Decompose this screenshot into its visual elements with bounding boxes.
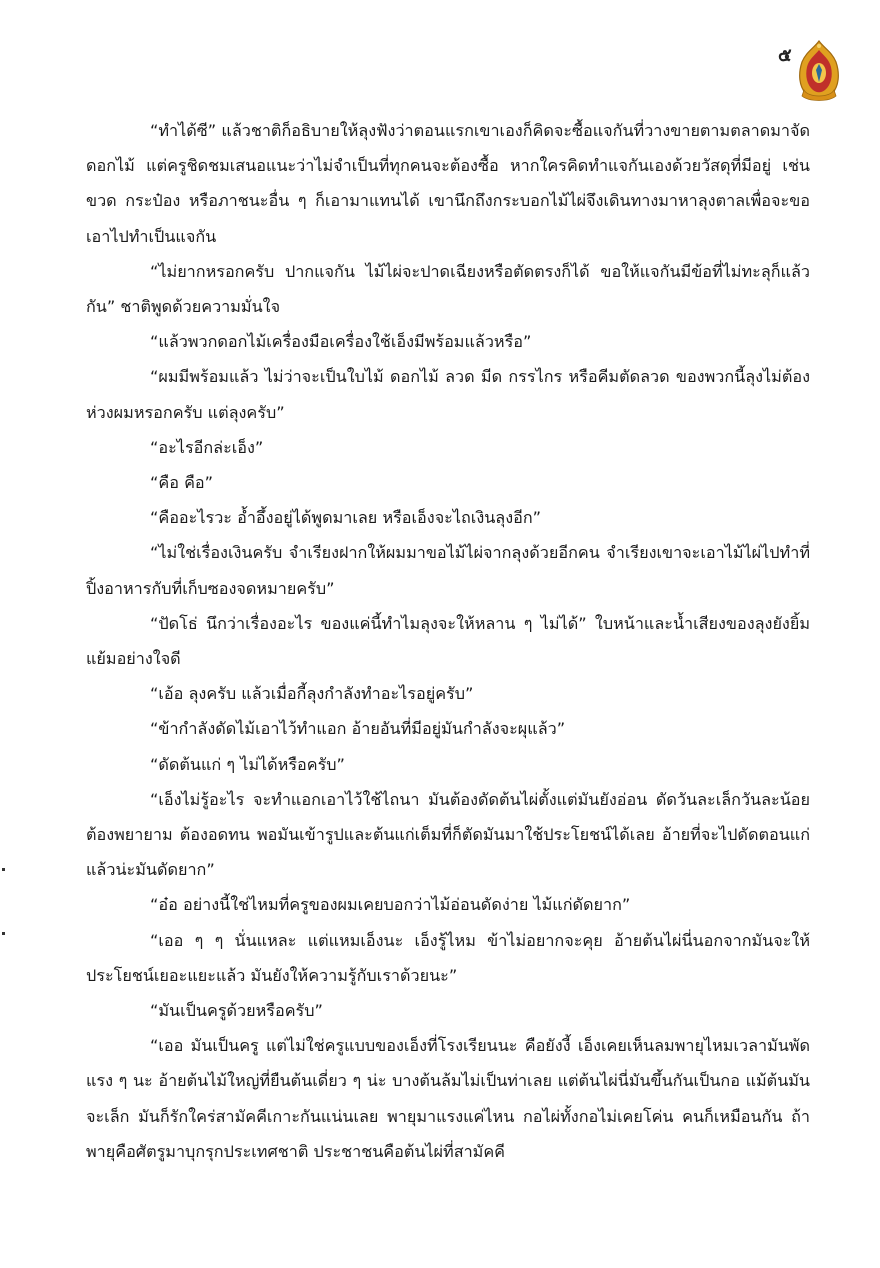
paragraph: “เอ้อ ลุงครับ แล้วเมื่อกี้ลุงกำลังทำอะไรอยู่ครับ” (150, 684, 474, 704)
paragraph: “ดัดต้นแก่ ๆ ไม่ได้หรือครับ” (150, 754, 345, 774)
school-emblem-icon (796, 40, 842, 102)
paragraph: “เออ มันเป็นครู แต่ไม่ใช่ครูแบบของเอ็งที่โรงเรียนนะ คือยังงี้ เอ็งเคยเห็นลมพายุไหมเวลามันพัดแรง ๆ นะ อ้ายต้นไม้ใหญ่ที่ยืนต้นเดี่ยว ๆ น่ะ บางต้นล้มไม่เป็นท่าเลย แต่ต้นไผ่นี่มันขึ้นกันเป็นกอ แม้ต้นมันจะเล็ก มันก็รักใคร่สามัคคีเกาะกันแน่นเลย พายุมาแรงแค่ไหน กอไผ่ทั้งกอไม่เคยโค่น คนก็เหมือนกัน ถ้าพายุคือศัตรูมาบุกรุกประเทศชาติ ประชาชนคือต้นไผ่ที่สามัคคี (86, 1036, 810, 1161)
paragraph: “อะไรอีกล่ะเอ็ง” (150, 437, 264, 457)
paragraph: “เอ็งไม่รู้อะไร จะทำแอกเอาไว้ใช้ไถนา มันต้องดัดต้นไผ่ตั้งแต่มันยังอ่อน ดัดวันละเล็กวันละน้อย ต้องพยายาม ต้องอดทน พอมันเข้ารูปและต้นแก่เต็มที่ก็ตัดมันมาใช้ประโยชน์ได้เลย อ้ายที่จะไปดัดตอนแก่แล้วน่ะมันดัดยาก” (86, 789, 810, 880)
paragraph: “ไม่ยากหรอกครับ ปากแจกัน ไม้ไผ่จะปาดเฉียงหรือตัดตรงก็ได้ ขอให้แจกันมีข้อที่ไม่ทะลุก็แล้วกัน” ชาติพูดด้วยความมั่นใจ (86, 261, 810, 317)
paragraph: “เออ ๆ ๆ นั่นแหละ แต่แหมเอ็งนะ เอ็งรู้ไหม ข้าไม่อยากจะคุย อ้ายต้นไผ่นี่นอกจากมันจะให้ประโยชน์เยอะแยะแล้ว มันยังให้ความรู้กับเราด้วยนะ” (86, 930, 810, 985)
paragraph: “คืออะไรวะ อ้ำอึ้งอยู่ได้พูดมาเลย หรือเอ็งจะไถเงินลุงอีก” (150, 508, 542, 528)
paragraph: “ปัดโธ่ นึกว่าเรื่องอะไร ของแค่นี้ทำไมลุงจะให้หลาน ๆ ไม่ได้” ใบหน้าและน้ำเสียงของลุงยังยิ้มแย้มอย่างใจดี (86, 613, 810, 669)
paragraph: “อ๋อ อย่างนี้ใช่ไหมที่ครูของผมเคยบอกว่าไม้อ่อนดัดง่าย ไม้แก่ดัดยาก” (150, 895, 631, 915)
paragraph: “ผมมีพร้อมแล้ว ไม่ว่าจะเป็นใบไม้ ดอกไม้ ลวด มีด กรรไกร หรือคีมตัดลวด ของพวกนี้ลุงไม่ต้องห่วงผมหรอกครับ แต่ลุงครับ” (86, 367, 810, 422)
paragraph: “คือ คือ” (150, 473, 214, 493)
paragraph: “ข้ากำลังดัดไม้เอาไว้ทำแอก อ้ายอันที่มีอยู่มันกำลังจะผุแล้ว” (150, 719, 566, 739)
paragraph: “ทำได้ซี” แล้วชาติก็อธิบายให้ลุงฟังว่าตอนแรกเขาเองก็คิดจะซื้อแจกันที่วางขายตามตลาดมาจัดดอกไม้ แต่ครูชิดชมเสนอแนะว่าไม่จำเป็นที่ทุกคนจะต้องซื้อ หากใครคิดทำแจกันเองด้วยวัสดุที่มีอยู่ เช่น ขวด กระป๋อง หรือภาชนะอื่น ๆ ก็เอามาแทนได้ เขานึกถึงกระบอกไม้ไผ่จึงเดินทางมาหาลุงตาลเพื่อจะขอเอาไปทำเป็นแจกัน (86, 121, 810, 246)
paragraph: “มันเป็นครูด้วยหรือครับ” (150, 1001, 323, 1021)
story-body (86, 113, 810, 1169)
paragraph: “แล้วพวกดอกไม้เครื่องมือเครื่องใช้เอ็งมีพร้อมแล้วหรือ” (150, 332, 532, 352)
scan-mark (2, 932, 5, 935)
scan-mark (2, 868, 5, 871)
paragraph: “ไม่ใช่เรื่องเงินครับ จำเรียงฝากให้ผมมาขอไม้ไผ่จากลุงด้วยอีกคน จำเรียงเขาจะเอาไม้ไผ่ไปทำที่ปิ้งอาหารกับที่เก็บซองจดหมายครับ” (86, 543, 810, 598)
page-number: ๕ (778, 45, 792, 66)
